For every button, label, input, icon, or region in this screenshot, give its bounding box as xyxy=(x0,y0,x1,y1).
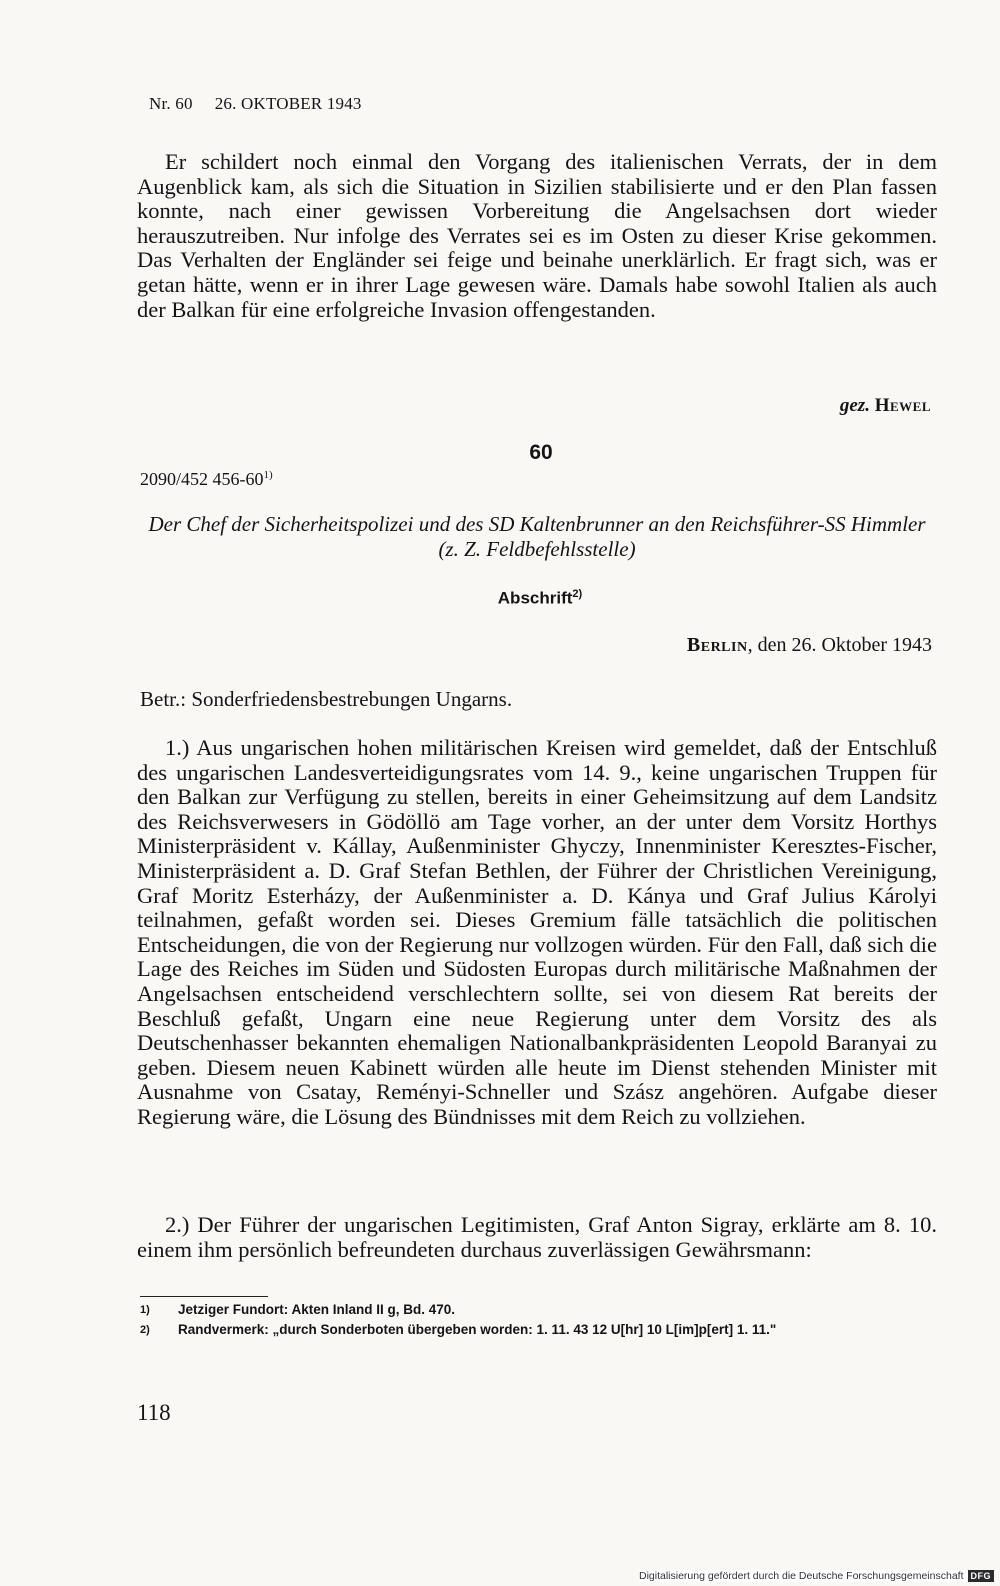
page-header xyxy=(149,94,362,114)
footnote-2 xyxy=(140,1320,936,1340)
signature xyxy=(840,395,931,417)
paragraph-2: 1.) Aus ungarischen hohen militärischen Kreisen wird gemeldet, daß der Entschluß des ungarischen Landesverteidigungsrates vom 14. 9., keine ungarischen Truppen für den Balkan zur Verfügung zu stellen, bereits in einer Geheimsitzung auf dem Landsitz des Reichsverwesers in Gödöllö am Tage vorher, an der unter dem Vorsitz Horthys Ministerpräsident v. Kállay, Außenminister Ghyczy, Innenminister Keresztes-Fischer, Ministerpräsident a. D. Graf Stefan Bethlen, der Führer der Christlichen Vereinigung, Graf Moritz Esterházy, der Außenminister a. D. Kánya und Graf Julius Károlyi teilnahmen, gefaßt worden sei. Dieses Gremium fälle tatsächlich die politischen Entscheidungen, die von der Regierung nur vollzogen würden. Für den Fall, daß sich die Lage des Reiches im Süden und Südosten Europas durch militärische Maßnahmen der Angelsachsen entscheidend verschlechtern sollte, sei von diesem Rat bereits der Beschluß gefaßt, Ungarn eine neue Regierung unter dem Vorsitz des als Deutschenhasser bekannten ehemaligen Nationalbankpräsidenten Leopold Baranyai zu geben. Diesem neuen Kabinett würden alle heute im Dienst stehenden Minister mit Ausnahme von Csatay, Reményi-Schneller und Szász angehören. Aufgabe dieser Regierung wäre, die Lösung des Bündnisses mit dem Reich zu vollziehen. xyxy=(137,735,937,1129)
document-number: 60 xyxy=(529,441,553,464)
digitization-footer xyxy=(639,1570,994,1582)
footnote-1 xyxy=(140,1300,936,1320)
place-date-line xyxy=(687,634,932,657)
header-date: 26. OKTOBER 1943 xyxy=(214,94,362,113)
subject-line: Betr.: Sonderfriedensbestrebungen Ungarns. xyxy=(140,687,513,711)
paragraph-3: 2.) Der Führer der ungarischen Legitimisten, Graf Anton Sigray, erklärte am 8. 10. einem ihm persönlich befreundeten durchaus zuverlässigen Gewährsmann: xyxy=(137,1212,937,1262)
footnote-2-text: Randvermerk: „durch Sonderboten übergeben worden: 1. 11. 43 12 U[hr] 10 L[im]p[ert] 1. 11." xyxy=(178,1322,777,1337)
abschrift-label: Abschrift$^{2)}$ xyxy=(497,588,583,608)
abschrift-footnote-mark: 2 xyxy=(572,588,579,600)
footnote-2-mark: 2) xyxy=(140,1324,150,1336)
place-date: , den 26. Oktober 1943 xyxy=(747,634,932,656)
footnote-1-text: Jetziger Fundort: Akten Inland II g, Bd. 470. xyxy=(178,1302,456,1317)
reference-footnote-mark: 1 xyxy=(263,469,269,481)
footer-text: Digitalisierung gefördert durch die Deutsche Forschungsgemeinschaft xyxy=(638,1570,964,1582)
paragraph-1: Er schildert noch einmal den Vorgang des italienischen Verrats, der in dem Augenblick kam, als sich die Situation in Sizilien stabilisierte und er den Plan fassen konnte, nach einer gewissen Vorbereitung die Angelsachsen dort wieder herauszutreiben. Nur infolge des Verrates sei es im Osten zu dieser Krise gekommen. Das Verhalten der Engländer sei feige und beinahe unerklärlich. Er fragt sich, was er getan hätte, wenn er in ihrer Lage gewesen wäre. Damals habe sowohl Italien als auch der Balkan für eine erfolgreiche Invasion offengestanden. xyxy=(137,149,937,322)
document-title: Der Chef der Sicherheitspolizei und des SD Kaltenbrunner an den Reichsführer-SS Himmler (z. Z. Feldbefehlsstelle) xyxy=(148,512,926,561)
archive-reference: 2090/452 456-60$^{1)}$ xyxy=(140,469,273,489)
abschrift-text: Abschrift xyxy=(497,588,573,608)
footnote-divider xyxy=(140,1296,268,1297)
reference-text: 2090/452 456-60 xyxy=(140,469,264,489)
document-number-header: Nr. 60 xyxy=(149,94,193,113)
page-number: 118 xyxy=(137,1400,171,1425)
dfg-logo: DFG xyxy=(968,1570,995,1582)
signature-gez: gez. xyxy=(839,395,870,416)
signature-name: Hewel xyxy=(874,395,931,416)
place-city: Berlin xyxy=(686,634,748,656)
footnote-1-mark: 1) xyxy=(140,1304,150,1316)
